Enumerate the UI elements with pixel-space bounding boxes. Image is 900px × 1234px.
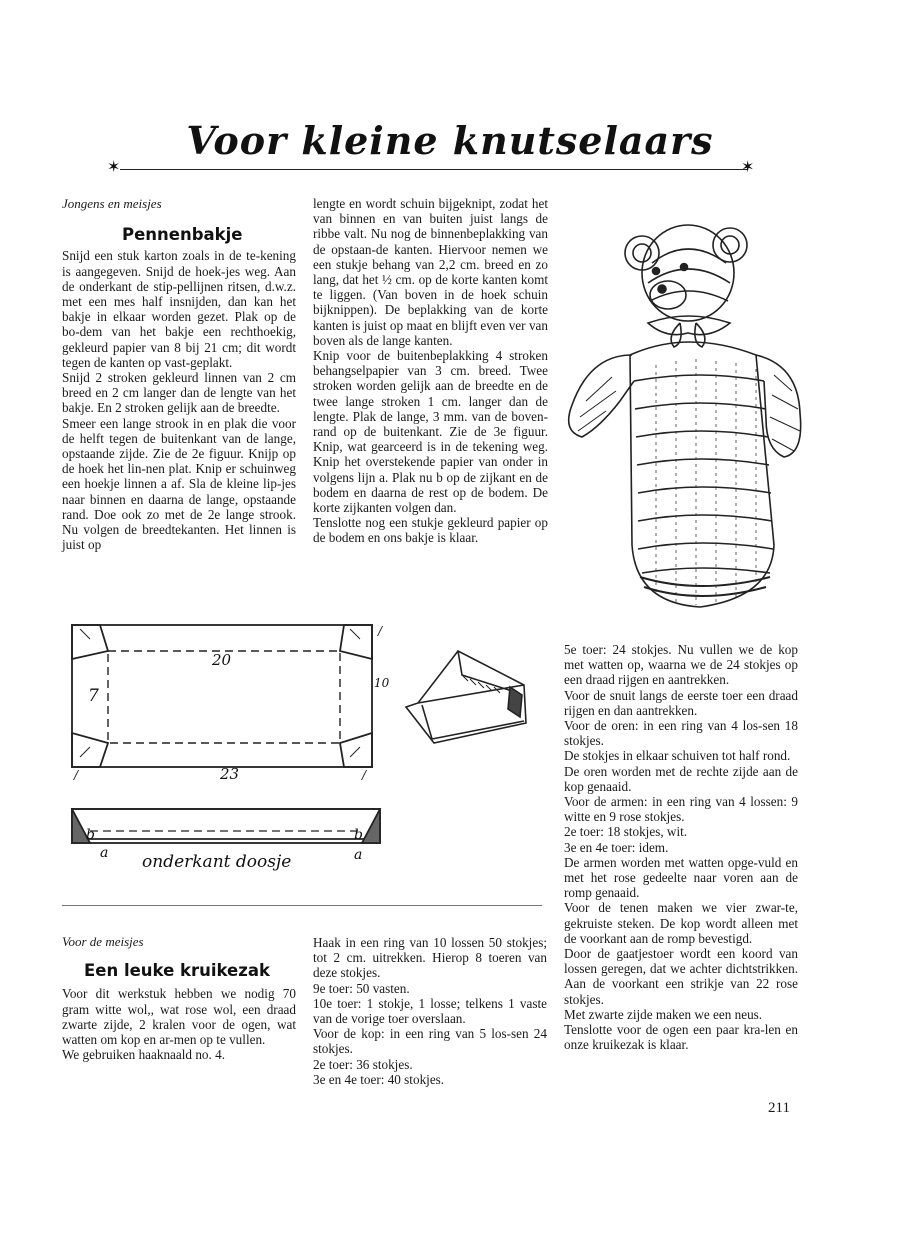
dimension-label-10: 10 — [374, 676, 390, 690]
article2-kicker: Voor de meisjes — [62, 934, 144, 949]
corner-mark: / — [74, 768, 79, 782]
article2-col3-paragraph: Tenslotte voor de ogen een paar kra-len en onze kruikezak is klaar. — [564, 1022, 798, 1053]
article2-col2-paragraph: 3e en 4e toer: 40 stokjes. — [313, 1071, 445, 1087]
article2-col3-paragraph: De armen worden met watten opge-vuld en met het rose gedeelte naar voren aan de romp genaaid. — [564, 854, 798, 901]
article1-col2-paragraph: Knip voor de buitenbeplakking 4 stroken behangselpapier van 3 cm. breed. Twee stroken worden gelijk aan de breedte en de twee lange stroken 1 cm. langer dan de lengte. Plak de lange, 3 mm. van de boven-rand op de buitenkant. Zie de 3e figuur. Knip, wat gearceerd is in de tekening weg. Knip het overstekende papier van onder in volgens lijn a. Plak nu b op de zijkant en de bodem en daarna de rest op de bodem. De korte zijkanten volgen dan. — [313, 348, 548, 516]
article2-col3-paragraph: Door de gaatjestoer wordt een koord van lossen geregen, dat we achter dichtstrikken. Aan de voorkant een strikje van 22 rose stokjes. — [564, 946, 798, 1007]
star-ornament-left-icon: ✶ — [107, 157, 121, 176]
article2-col3-paragraph: 5e toer: 24 stokjes. Nu vullen we de kop met watten op, waarna we de 24 stokjes op een draad rijgen en aantrekken. — [564, 642, 798, 688]
article1-col1 — [62, 196, 296, 552]
dimension-label-7: 7 — [88, 686, 99, 706]
article2-col3 — [564, 642, 798, 1052]
strip-label-b: b — [86, 827, 95, 843]
strip-caption: onderkant doosje — [142, 852, 292, 872]
strip-diagram — [60, 795, 390, 885]
corner-mark: / — [378, 624, 383, 638]
article1-heading: Pennenbakje — [122, 225, 243, 245]
article1-col2 — [313, 196, 548, 546]
corner-mark: / — [362, 768, 367, 782]
star-ornament-right-icon: ✶ — [741, 157, 755, 176]
strip-label-a: a — [100, 845, 109, 861]
article2-col2-paragraph: Voor de kop: in een ring van 5 los-sen 24 stokjes. — [313, 1026, 547, 1057]
article1-col2-paragraph: Tenslotte nog een stukje gekleurd papier op de bodem en ons bakje is klaar. — [313, 515, 548, 546]
article2-col2-paragraph: 2e toer: 36 stokjes. — [313, 1056, 413, 1072]
article1-col1-paragraph: Smeer een lange strook in en plak die voor de helft tegen de buitenkant van de lange, opstaande zijde. Zie de 2e figuur. Knijp op de hoek het lin-nen plat. Knip er schuinweg een hoekje linnen a af. Sla de kleine lip-jes naar binnen en daarna de lange, opstaande rand. Doe ook zo met de 2e lange strook. Nu volgen de breedtekanten. Het linnen is juist op — [62, 415, 296, 553]
article2-col3-paragraph: De stokjes in elkaar schuiven tot half rond. — [564, 748, 791, 764]
title-rule — [120, 169, 748, 170]
dimension-label-20: 20 — [212, 651, 232, 669]
article1-col1-paragraph: Snijd 2 stroken gekleurd linnen van 2 cm breed en 2 cm langer dan de lengte van het bakje. En 2 stroken gelijk aan de breedte. — [62, 370, 296, 416]
cutting-pattern-diagram — [60, 615, 390, 785]
article1-col2-paragraph: lengte en wordt schuin bijgeknipt, zodat het van binnen en van buiten juist langs de ribbe valt. Nu nog de binnenbeplakking van de opstaan-de kanten. Hiervoor nemen we een stukje behang van 2,2 cm. breed en zo lang, dat het ½ cm. op de korte kanten komt te liggen. (Van boven in de hoek schuin bijknippen). De beplakking van de korte kanten is juist op maat en blijft even ver van boven als de lange kanten. — [313, 196, 548, 348]
article2-col1 — [62, 934, 296, 1062]
article2-col1-paragraph: We gebruiken haaknaald no. 4. — [62, 1047, 225, 1063]
page-title: Voor kleine knutselaars — [186, 118, 714, 163]
article2-col3-paragraph: Met zwarte zijde maken we een neus. — [564, 1006, 763, 1022]
article2-col3-paragraph: Voor de snuit langs de eerste toer een draad rijgen en dan aantrekken. — [564, 687, 798, 718]
article2-col3-paragraph: 2e toer: 18 stokjes, wit. — [564, 824, 688, 840]
strip-label-a: a — [354, 847, 363, 863]
article2-col3-paragraph: Voor de tenen maken we vier zwar-te, gekruiste steken. De kop wordt alleen met de voorkant aan de romp bevestigd. — [564, 900, 798, 946]
section-divider — [62, 905, 542, 906]
article2-col2-paragraph: Haak in een ring van 10 lossen 50 stokjes; tot 2 cm. uitrekken. Hierop 8 toeren van deze stokjes. — [313, 935, 547, 981]
article2-col2 — [313, 935, 547, 1087]
teddy-bear-illustration — [560, 205, 810, 620]
article2-col3-paragraph: Voor de armen: in een ring van 4 lossen: 9 witte en 9 rose stokjes. — [564, 794, 798, 825]
article1-col1-paragraph: Snijd een stuk karton zoals in de te-kening is aangegeven. Snijd de hoek-jes weg. Aan de onderkant de stip-pellijnen ritsen, d.w.z. met een mes half insnijden, dan kan het bakje in elkaar worden gezet. Plak op de bo-dem van het bakje een rechthoekig, gekleurd papier van 8 bij 21 cm; dit wordt tegen de kanten op vast-geplakt. — [62, 248, 296, 370]
box-corner-diagram — [398, 645, 548, 755]
article2-col2-paragraph: 10e toer: 1 stokje, 1 losse; telkens 1 vaste van de vorige toer overslaan. — [313, 995, 547, 1027]
article2-col2-paragraph: 9e toer: 50 vasten. — [313, 980, 410, 996]
article2-col3-paragraph: Voor de oren: in een ring van 4 los-sen 18 stokjes. — [564, 718, 798, 749]
article1-kicker: Jongens en meisjes — [62, 196, 162, 211]
article2-heading: Een leuke kruikezak — [84, 961, 270, 981]
article2-col3-paragraph: De oren worden met de rechte zijde aan de kop genaaid. — [564, 763, 798, 794]
article2-col1-paragraph: Voor dit werkstuk hebben we nodig 70 gram witte wol,, wat rose wol, een draad zwarte zijde, 2 kralen voor de ogen, wat watten om kop en ar-men op te vullen. — [62, 986, 296, 1048]
article2-col3-paragraph: 3e en 4e toer: idem. — [564, 839, 669, 855]
page-number: 211 — [768, 1100, 790, 1116]
dimension-label-23: 23 — [220, 765, 240, 783]
strip-label-b: b — [354, 827, 363, 843]
